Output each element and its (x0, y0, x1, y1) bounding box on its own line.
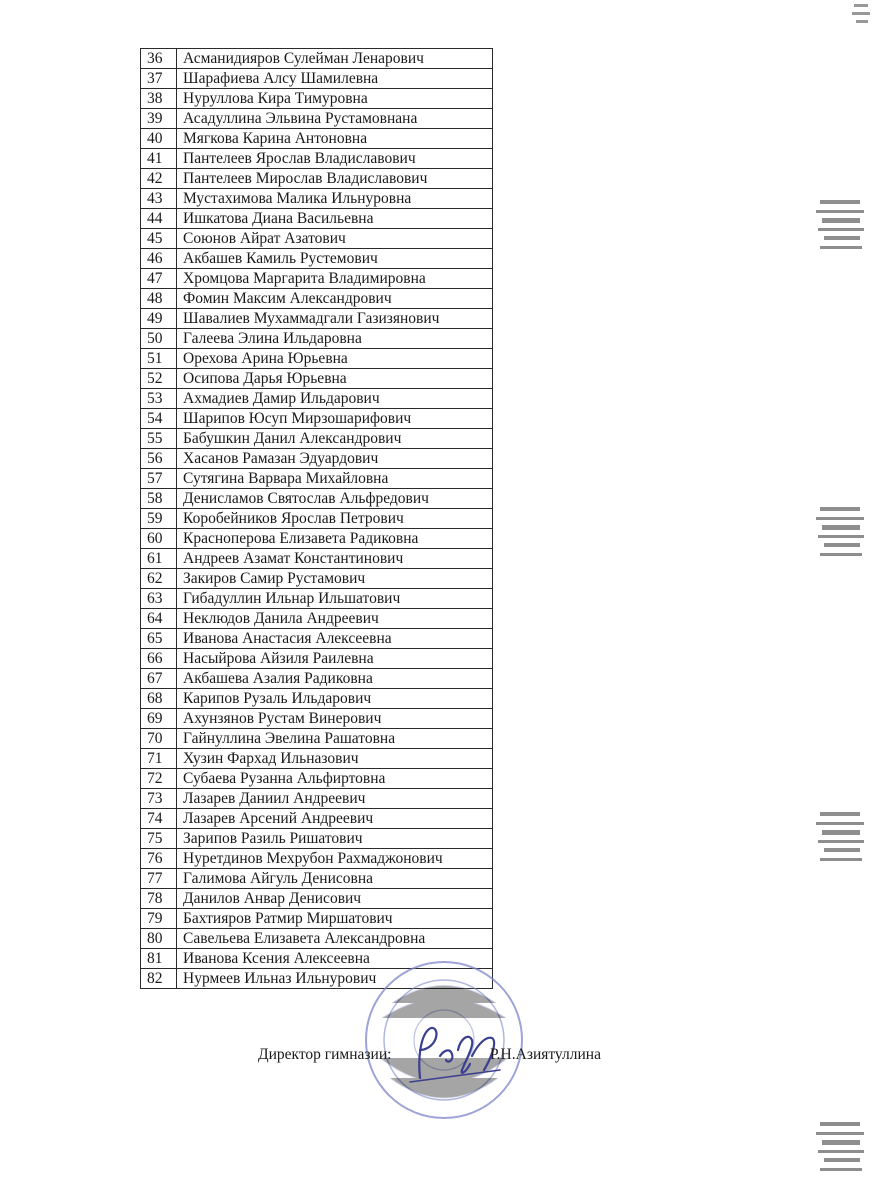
scan-artifact (812, 190, 868, 270)
row-number: 52 (141, 369, 177, 389)
student-name: Неклюдов Данила Андреевич (177, 609, 493, 629)
row-number: 63 (141, 589, 177, 609)
row-number: 76 (141, 849, 177, 869)
student-name: Лазарев Арсений Андреевич (177, 809, 493, 829)
signatory-title: Директор гимназии: (258, 1046, 392, 1063)
signature-line (258, 1046, 601, 1064)
table-row (141, 89, 493, 109)
scan-artifact (812, 800, 868, 880)
student-name: Шарипов Юсуп Мирзошарифович (177, 409, 493, 429)
row-number: 64 (141, 609, 177, 629)
table-row (141, 349, 493, 369)
student-name: Гибадуллин Ильнар Ильшатович (177, 589, 493, 609)
row-number: 65 (141, 629, 177, 649)
row-number: 80 (141, 929, 177, 949)
student-name: Асадуллина Эльвина Рустамовнана (177, 109, 493, 129)
student-name: Бабушкин Данил Александрович (177, 429, 493, 449)
student-name: Хузин Фархад Ильназович (177, 749, 493, 769)
row-number: 50 (141, 329, 177, 349)
table-row (141, 289, 493, 309)
student-name: Субаева Рузанна Альфиртовна (177, 769, 493, 789)
table-row (141, 229, 493, 249)
row-number: 55 (141, 429, 177, 449)
table-row (141, 369, 493, 389)
row-number: 56 (141, 449, 177, 469)
row-number: 41 (141, 149, 177, 169)
student-name: Насыйрова Айзиля Раилевна (177, 649, 493, 669)
row-number: 73 (141, 789, 177, 809)
table-row (141, 449, 493, 469)
row-number: 37 (141, 69, 177, 89)
student-name: Акбашев Камиль Рустемович (177, 249, 493, 269)
row-number: 77 (141, 869, 177, 889)
student-roster-table (140, 48, 493, 989)
student-name: Карипов Рузаль Ильдарович (177, 689, 493, 709)
row-number: 74 (141, 809, 177, 829)
row-number: 58 (141, 489, 177, 509)
row-number: 62 (141, 569, 177, 589)
table-row (141, 149, 493, 169)
table-row (141, 109, 493, 129)
student-name: Осипова Дарья Юрьевна (177, 369, 493, 389)
table-row (141, 509, 493, 529)
table-row (141, 269, 493, 289)
student-name: Пантелеев Мирослав Владиславович (177, 169, 493, 189)
table-row (141, 869, 493, 889)
row-number: 67 (141, 669, 177, 689)
student-name: Нурмеев Ильназ Ильнурович (177, 969, 493, 989)
table-row (141, 389, 493, 409)
table-row (141, 849, 493, 869)
table-row (141, 889, 493, 909)
table-row (141, 69, 493, 89)
row-number: 78 (141, 889, 177, 909)
row-number: 46 (141, 249, 177, 269)
row-number: 48 (141, 289, 177, 309)
row-number: 54 (141, 409, 177, 429)
table-row (141, 629, 493, 649)
student-name: Бахтияров Ратмир Миршатович (177, 909, 493, 929)
row-number: 49 (141, 309, 177, 329)
table-row (141, 409, 493, 429)
table-row (141, 789, 493, 809)
student-name: Хромцова Маргарита Владимировна (177, 269, 493, 289)
table-row (141, 769, 493, 789)
row-number: 53 (141, 389, 177, 409)
table-row (141, 709, 493, 729)
row-number: 75 (141, 829, 177, 849)
row-number: 40 (141, 129, 177, 149)
row-number: 59 (141, 509, 177, 529)
row-number: 61 (141, 549, 177, 569)
student-name: Ахмадиев Дамир Ильдарович (177, 389, 493, 409)
row-number: 72 (141, 769, 177, 789)
table-row (141, 469, 493, 489)
roster-body (141, 49, 493, 989)
row-number: 57 (141, 469, 177, 489)
table-row (141, 189, 493, 209)
table-row (141, 489, 493, 509)
student-name: Галеева Элина Ильдаровна (177, 329, 493, 349)
student-name: Красноперова Елизавета Радиковна (177, 529, 493, 549)
table-row (141, 649, 493, 669)
student-name: Галимова Айгуль Денисовна (177, 869, 493, 889)
table-row (141, 169, 493, 189)
table-row (141, 689, 493, 709)
table-row (141, 529, 493, 549)
row-number: 51 (141, 349, 177, 369)
row-number: 45 (141, 229, 177, 249)
student-name: Ишкатова Диана Васильевна (177, 209, 493, 229)
student-name: Пантелеев Ярослав Владиславович (177, 149, 493, 169)
table-row (141, 669, 493, 689)
table-row (141, 729, 493, 749)
student-name: Иванова Ксения Алексеевна (177, 949, 493, 969)
student-name: Шавалиев Мухаммадгали Газизянович (177, 309, 493, 329)
row-number: 42 (141, 169, 177, 189)
student-name: Фомин Максим Александрович (177, 289, 493, 309)
student-name: Сутягина Варвара Михайловна (177, 469, 493, 489)
table-row (141, 829, 493, 849)
row-number: 82 (141, 969, 177, 989)
student-name: Асманидияров Сулейман Ленарович (177, 49, 493, 69)
student-name: Хасанов Рамазан Эдуардович (177, 449, 493, 469)
table-row (141, 329, 493, 349)
table-row (141, 749, 493, 769)
row-number: 47 (141, 269, 177, 289)
row-number: 66 (141, 649, 177, 669)
table-row (141, 249, 493, 269)
row-number: 39 (141, 109, 177, 129)
table-row (141, 429, 493, 449)
table-row (141, 589, 493, 609)
row-number: 79 (141, 909, 177, 929)
table-row (141, 609, 493, 629)
student-name: Мягкова Карина Антоновна (177, 129, 493, 149)
row-number: 71 (141, 749, 177, 769)
student-name: Орехова Арина Юрьевна (177, 349, 493, 369)
row-number: 43 (141, 189, 177, 209)
student-name: Иванова Анастасия Алексеевна (177, 629, 493, 649)
scan-artifact (812, 1110, 868, 1190)
student-name: Нуруллова Кира Тимуровна (177, 89, 493, 109)
table-row (141, 309, 493, 329)
table-row (141, 129, 493, 149)
student-name: Савельева Елизавета Александровна (177, 929, 493, 949)
row-number: 44 (141, 209, 177, 229)
row-number: 70 (141, 729, 177, 749)
row-number: 81 (141, 949, 177, 969)
student-name: Андреев Азамат Константинович (177, 549, 493, 569)
student-name: Шарафиева Алсу Шамилевна (177, 69, 493, 89)
signatory-name: Р.Н.Азиятуллина (490, 1046, 601, 1063)
scan-artifact (812, 495, 868, 575)
table-row (141, 49, 493, 69)
row-number: 69 (141, 709, 177, 729)
student-name: Лазарев Даниил Андреевич (177, 789, 493, 809)
scan-artifact (850, 0, 872, 40)
table-row (141, 569, 493, 589)
student-name: Союнов Айрат Азатович (177, 229, 493, 249)
student-name: Акбашева Азалия Радиковна (177, 669, 493, 689)
table-row (141, 929, 493, 949)
table-row (141, 549, 493, 569)
row-number: 36 (141, 49, 177, 69)
row-number: 60 (141, 529, 177, 549)
student-name: Ахунзянов Рустам Винерович (177, 709, 493, 729)
table-row (141, 209, 493, 229)
row-number: 68 (141, 689, 177, 709)
table-row (141, 909, 493, 929)
student-name: Закиров Самир Рустамович (177, 569, 493, 589)
student-name: Коробейников Ярослав Петрович (177, 509, 493, 529)
student-name: Денисламов Святослав Альфредович (177, 489, 493, 509)
student-name: Данилов Анвар Денисович (177, 889, 493, 909)
student-name: Мустахимова Малика Ильнуровна (177, 189, 493, 209)
student-name: Гайнуллина Эвелина Рашатовна (177, 729, 493, 749)
row-number: 38 (141, 89, 177, 109)
table-row (141, 809, 493, 829)
student-name: Нуретдинов Мехрубон Рахмаджонович (177, 849, 493, 869)
student-name: Зарипов Разиль Ришатович (177, 829, 493, 849)
